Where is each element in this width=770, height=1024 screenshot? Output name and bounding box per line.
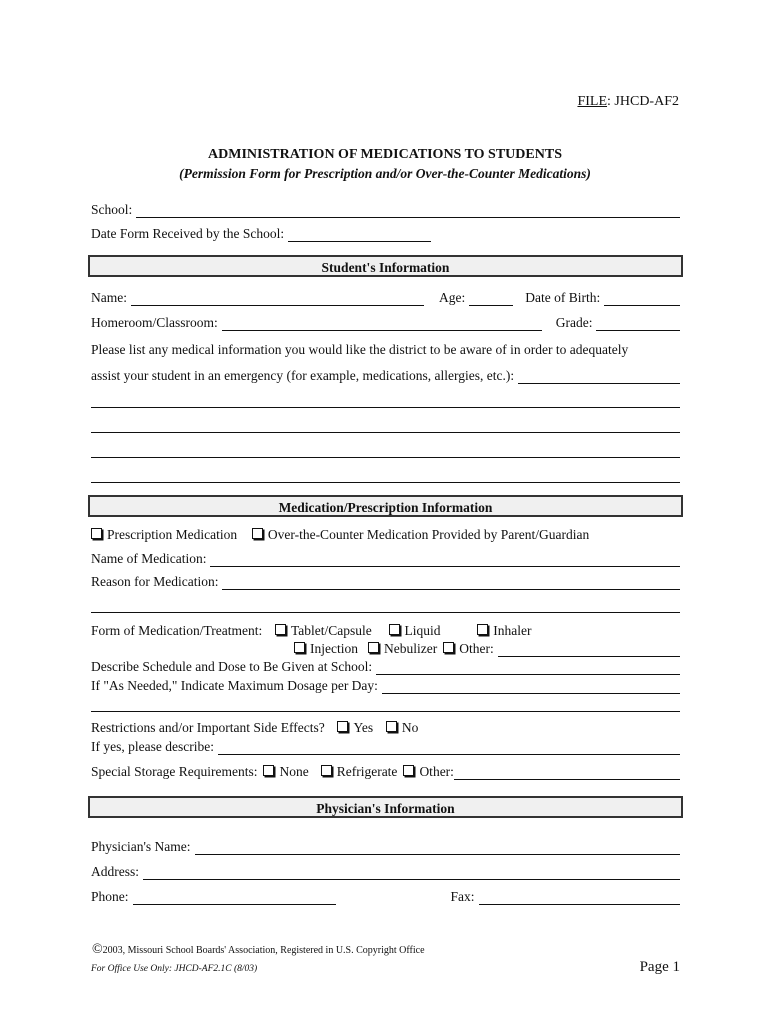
grade-label: Grade: [555, 315, 593, 330]
form-of-medication-row-2 [294, 641, 680, 657]
medication-info-heading: Medication/Prescription Information [88, 495, 683, 517]
inhaler-label: Inhaler [493, 623, 532, 638]
storage-other-label: Other: [419, 764, 454, 779]
tablet-checkbox[interactable] [275, 624, 286, 635]
age-label: Age: [439, 290, 466, 305]
phone-fax-row [91, 889, 680, 905]
name-row [91, 290, 680, 306]
restrictions-no-checkbox[interactable] [386, 721, 397, 732]
medication-reason-line-2[interactable] [91, 612, 680, 613]
school-field[interactable] [136, 203, 680, 218]
physician-info-heading: Physician's Information [88, 796, 683, 818]
fax-label: Fax: [450, 889, 475, 904]
dob-label: Date of Birth: [525, 290, 601, 305]
medication-reason-label: Reason for Medication: [91, 574, 219, 589]
form-subtitle: (Permission Form for Prescription and/or Over-the-Counter Medications) [179, 166, 591, 181]
physician-name-label: Physician's Name: [91, 839, 191, 854]
other-form-field[interactable] [498, 642, 680, 657]
otc-label: Over-the-Counter Medication Provided by Parent/Guardian [267, 527, 590, 542]
inhaler-checkbox[interactable] [477, 624, 488, 635]
date-received-label: Date Form Received by the School: [91, 226, 285, 241]
office-use-note: For Office Use Only: JHCD-AF2.1C (8/03) [91, 964, 258, 974]
storage-other-field[interactable] [454, 765, 680, 780]
homeroom-label: Homeroom/Classroom: [91, 315, 218, 330]
file-value: : JHCD-AF2 [607, 94, 679, 109]
other-form-label: Other: [459, 641, 494, 656]
page-number: Page 1 [639, 959, 680, 975]
medication-reason-row [91, 574, 680, 590]
as-needed-field[interactable] [382, 679, 680, 694]
as-needed-row [91, 678, 680, 694]
file-reference [577, 94, 679, 110]
schedule-field[interactable] [376, 660, 680, 675]
medical-info-text-1: Please list any medical information you would like the district to be aware of in order to adequately [91, 342, 629, 357]
medication-reason-field[interactable] [222, 575, 680, 590]
address-label: Address: [91, 864, 139, 879]
describe-label: If yes, please describe: [91, 739, 214, 754]
no-label: No [401, 720, 419, 735]
refrigerate-label: Refrigerate [336, 764, 398, 779]
injection-checkbox[interactable] [294, 642, 305, 653]
medical-info-field[interactable] [518, 369, 680, 384]
form-of-medication-label: Form of Medication/Treatment: [91, 623, 263, 638]
schedule-row [91, 659, 680, 675]
homeroom-field[interactable] [222, 316, 542, 331]
storage-other-checkbox[interactable] [403, 765, 414, 776]
medication-name-label: Name of Medication: [91, 551, 207, 566]
medication-name-row [91, 551, 680, 567]
physician-name-field[interactable] [195, 840, 680, 855]
describe-field[interactable] [218, 740, 680, 755]
other-form-checkbox[interactable] [443, 642, 454, 653]
school-label: School: [91, 202, 133, 217]
address-row [91, 864, 680, 880]
restrictions-row [91, 720, 418, 736]
liquid-label: Liquid [404, 623, 441, 638]
nebulizer-label: Nebulizer [383, 641, 438, 656]
tablet-label: Tablet/Capsule [290, 623, 372, 638]
nebulizer-checkbox[interactable] [368, 642, 379, 653]
grade-field[interactable] [596, 316, 680, 331]
describe-row [91, 739, 680, 755]
copyright-symbol: © [92, 942, 103, 957]
medical-info-line-4[interactable] [91, 482, 680, 483]
as-needed-label: If "As Needed," Indicate Maximum Dosage per Day: [91, 678, 378, 693]
file-label: FILE [577, 94, 608, 109]
refrigerate-checkbox[interactable] [321, 765, 332, 776]
student-name-field[interactable] [131, 291, 424, 306]
fax-field[interactable] [479, 890, 680, 905]
storage-label: Special Storage Requirements: [91, 764, 258, 779]
medical-info-line-3[interactable] [91, 457, 680, 458]
homeroom-row [91, 315, 680, 331]
name-label: Name: [91, 290, 127, 305]
prescription-label: Prescription Medication [107, 527, 238, 542]
medical-info-text-2: assist your student in an emergency (for example, medications, allergies, etc.): [91, 368, 515, 383]
physician-name-row [91, 839, 680, 855]
copyright-text: 2003, Missouri School Boards' Association, Registered in U.S. Copyright Office [102, 945, 425, 956]
storage-row [91, 764, 680, 780]
date-received-row [91, 226, 680, 242]
school-row [91, 202, 680, 218]
storage-none-checkbox[interactable] [263, 765, 274, 776]
dosage-line-2[interactable] [91, 711, 680, 712]
address-field[interactable] [143, 865, 680, 880]
medical-info-row [91, 368, 680, 384]
phone-field[interactable] [133, 890, 336, 905]
restrictions-yes-checkbox[interactable] [337, 721, 348, 732]
medical-info-line-1[interactable] [91, 407, 680, 408]
restrictions-label: Restrictions and/or Important Side Effects? [91, 720, 325, 735]
form-title: ADMINISTRATION OF MEDICATIONS TO STUDENTS [208, 147, 562, 162]
schedule-label: Describe Schedule and Dose to Be Given at School: [91, 659, 373, 674]
injection-label: Injection [310, 641, 358, 656]
age-field[interactable] [469, 291, 513, 306]
phone-label: Phone: [91, 889, 129, 904]
liquid-checkbox[interactable] [389, 624, 400, 635]
student-info-heading: Student's Information [88, 255, 683, 277]
none-label: None [279, 764, 309, 779]
medication-name-field[interactable] [210, 552, 680, 567]
prescription-checkbox[interactable] [91, 528, 102, 539]
yes-label: Yes [353, 720, 374, 735]
dob-field[interactable] [604, 291, 680, 306]
medication-type-row [91, 527, 589, 543]
otc-checkbox[interactable] [252, 528, 263, 539]
medical-info-line-2[interactable] [91, 432, 680, 433]
form-of-medication-row [91, 623, 532, 639]
date-received-field[interactable] [288, 227, 431, 242]
copyright-notice [92, 942, 425, 958]
